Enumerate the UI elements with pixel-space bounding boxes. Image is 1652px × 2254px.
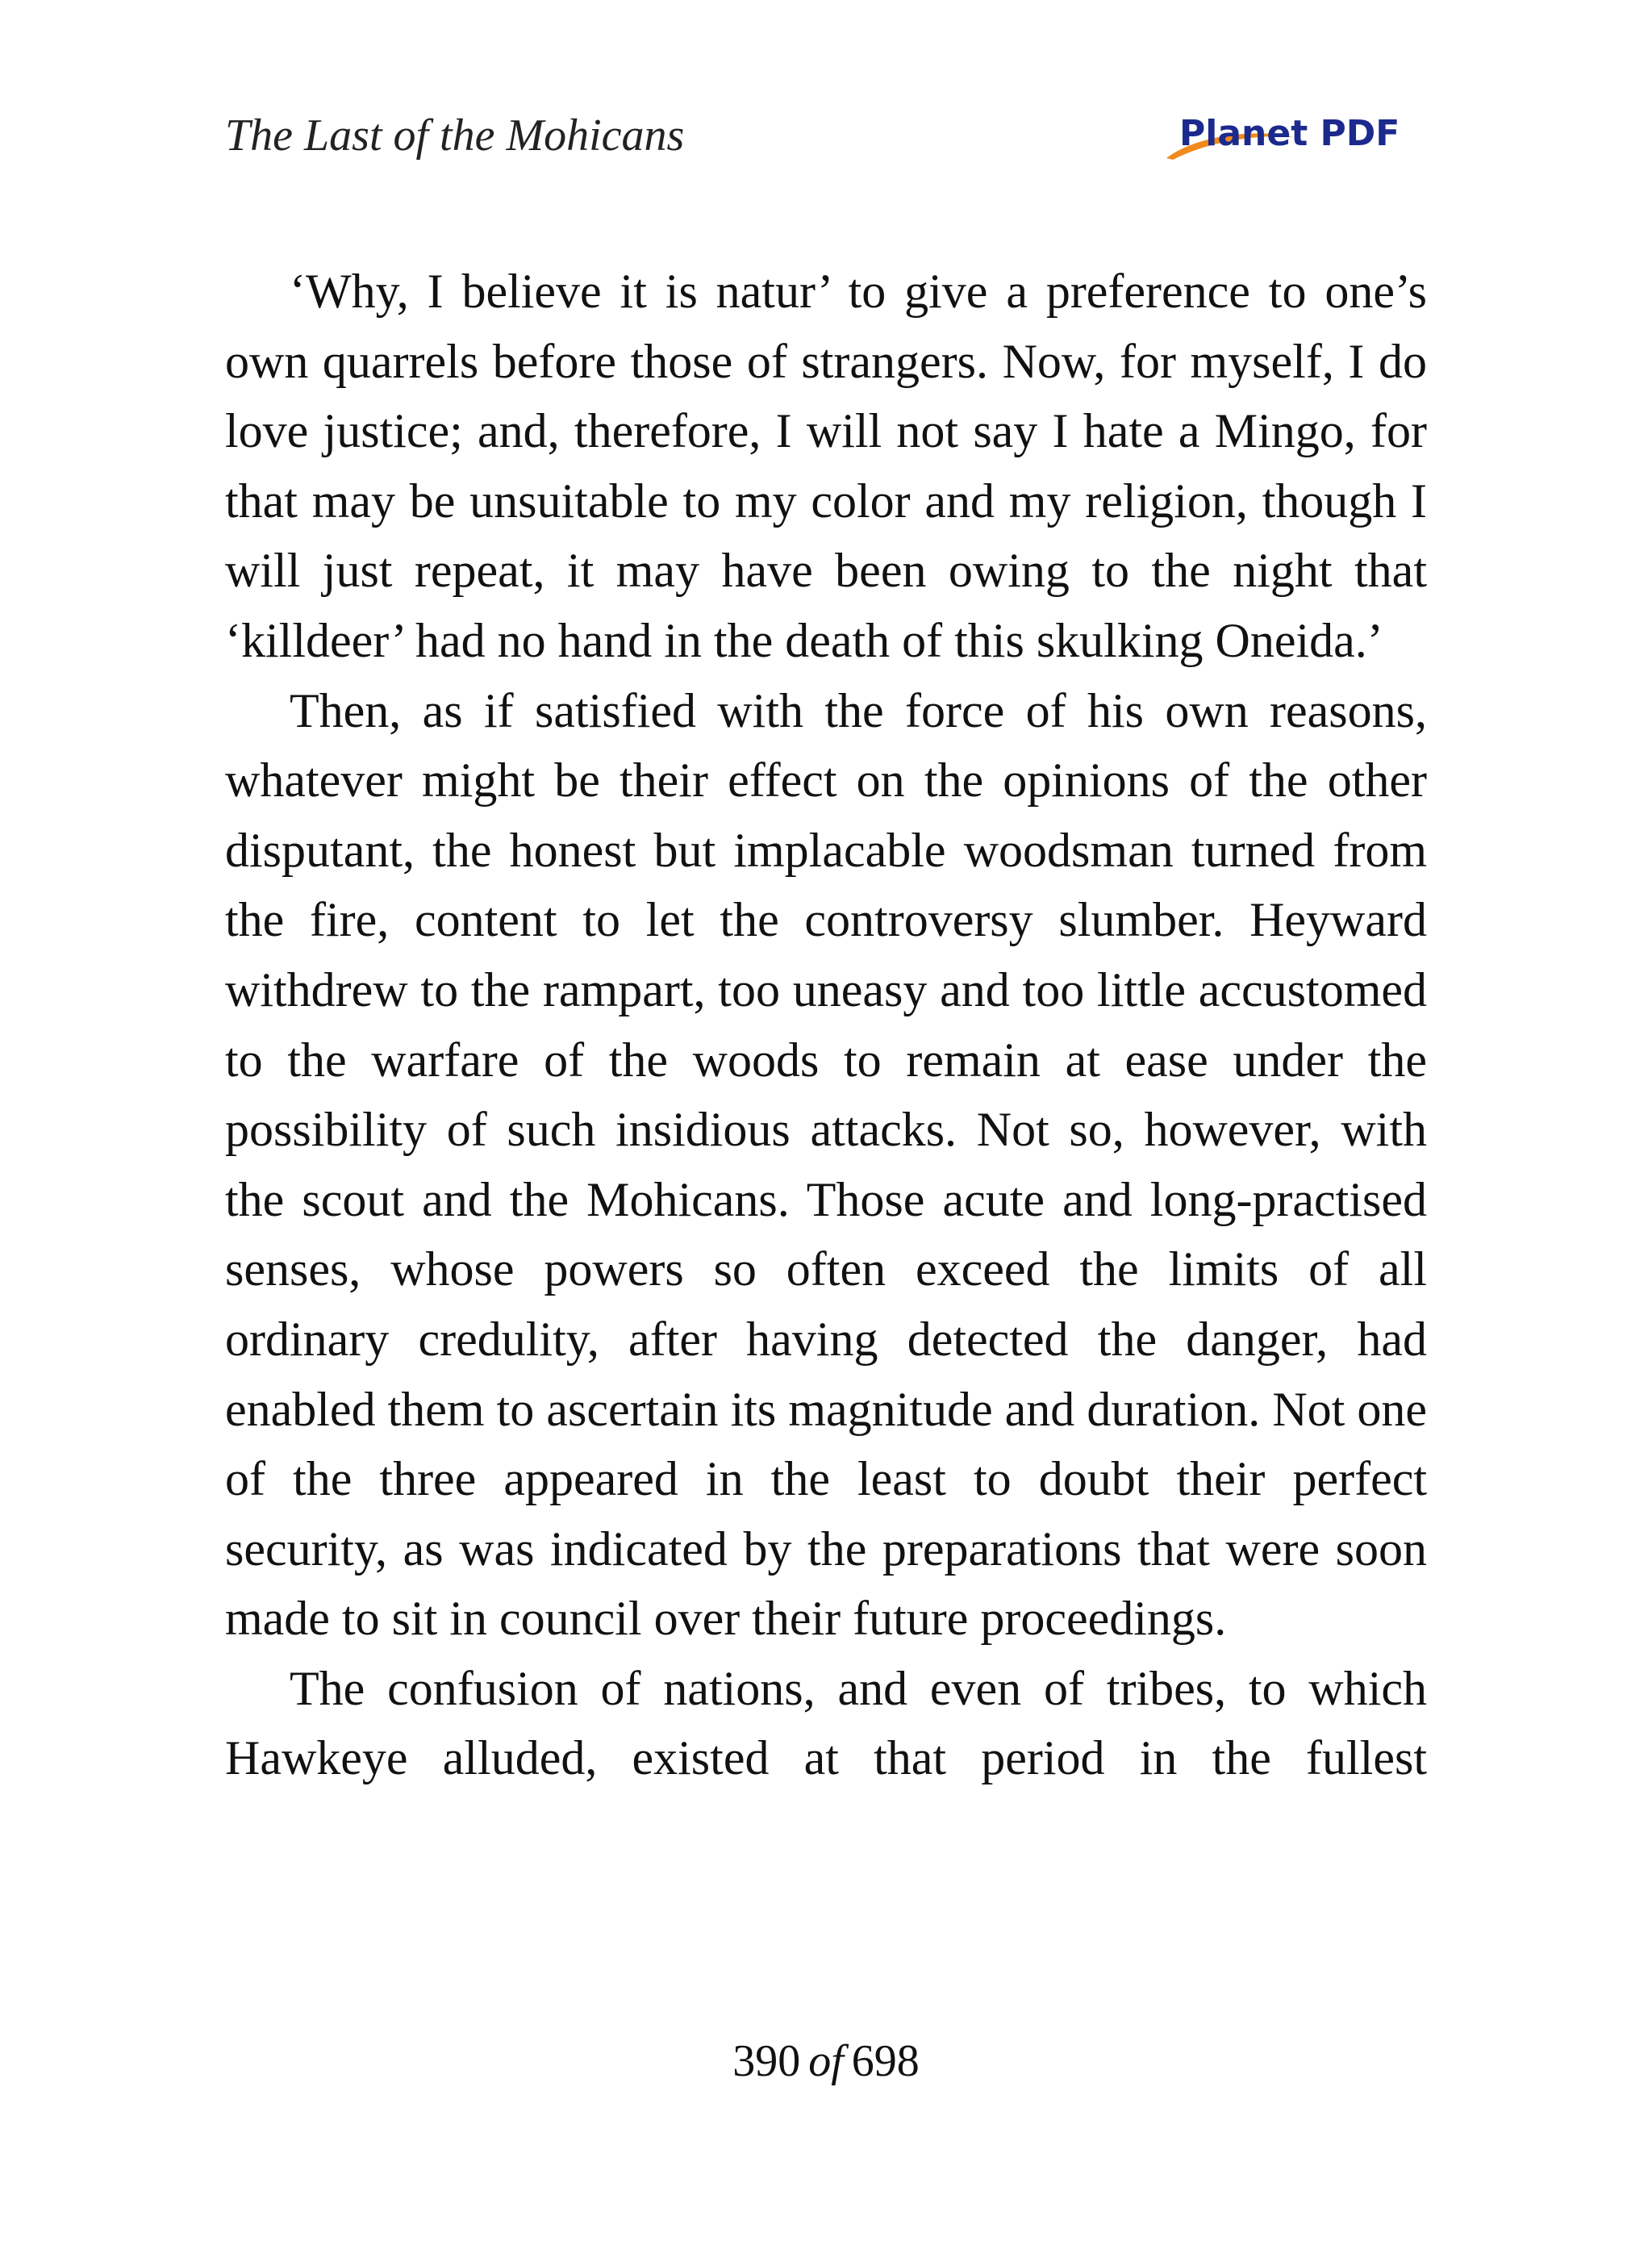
paragraph-1: ‘Why, I believe it is natur’ to give a preference to one’s own quarrels before those of strangers. Now, for myself, I do love justice; and, therefore, I will not say I hate a Mingo, for that may be unsuitable to my color and my religion, though I will just repeat, it may have been owing to the night that ‘killdeer’ had no hand in the death of this skulking Oneida.’ — [225, 265, 1427, 667]
page-body — [225, 257, 1427, 1793]
running-head-title: The Last of the Mohicans — [225, 111, 685, 161]
paragraph-3: The confusion of nations, and even of tribes, to which Hawkeye alluded, existed at that period in the fullest — [225, 1661, 1427, 1785]
page-number — [0, 2033, 1652, 2089]
planet-pdf-logo — [1162, 105, 1436, 169]
logo-wordmark: Planet PDF — [1179, 113, 1400, 154]
page-number-of: of — [808, 2036, 844, 2086]
current-page-number: 390 — [732, 2036, 801, 2086]
paragraph-2: Then, as if satisfied with the force of his own reasons, whatever might be their effect on the opinions of the other disputant, the honest but implacable woodsman turned from the fire, content to let the controversy slumber. Heyward withdrew to the rampart, too uneasy and too little accustomed to the warfare of the woods to remain at ease under the possibility of such insidious attacks. Not so, however, with the scout and the Mohicans. Those acute and long-practised senses, whose powers so often exceed the limits of all ordinary credulity, after having detected the danger, had enabled them to ascertain its magnitude and duration. Not one of the three appeared in the least to doubt their perfect security, as was indicated by the preparations that were soon made to sit in council over their future proceedings. — [225, 683, 1427, 1646]
total-page-count: 698 — [851, 2036, 920, 2086]
